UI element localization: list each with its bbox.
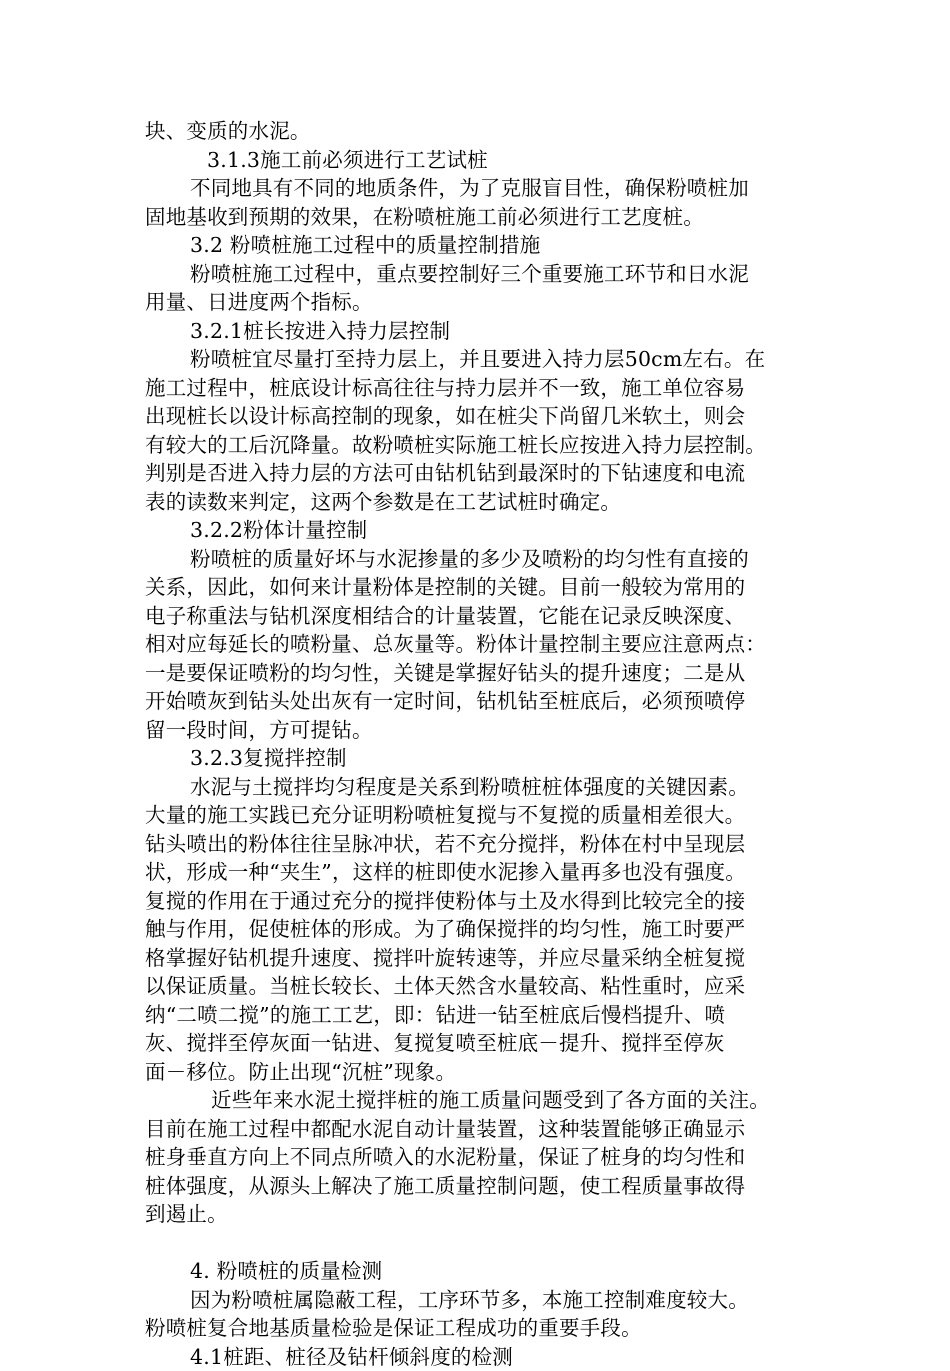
text-line: 水泥与土搅拌均匀程度是关系到粉喷桩桩体强度的关键因素。 [145,773,815,802]
text-line: 3.2 粉喷桩施工过程中的质量控制措施 [145,231,815,260]
text-line: 因为粉喷桩属隐蔽工程，工序环节多，本施工控制难度较大。 [145,1286,815,1315]
text-line [145,1229,815,1258]
text-line: 电子称重法与钻机深度相结合的计量装置，它能在记录反映深度、 [145,602,815,631]
text-line: 3.1.3施工前必须进行工艺试桩 [145,146,815,175]
text-line: 到遏止。 [145,1200,815,1229]
text-line: 有较大的工后沉降量。故粉喷桩实际施工桩长应按进入持力层控制。 [145,431,815,460]
text-line: 表的读数来判定，这两个参数是在工艺试桩时确定。 [145,488,815,517]
text-line: 粉喷桩宜尽量打至持力层上，并且要进入持力层50cm左右。在 [145,345,815,374]
text-line: 近些年来水泥土搅拌桩的施工质量问题受到了各方面的关注。 [145,1086,815,1115]
text-line: 粉喷桩的质量好坏与水泥掺量的多少及喷粉的均匀性有直接的 [145,545,815,574]
text-line: 目前在施工过程中都配水泥自动计量装置，这种装置能够正确显示 [145,1115,815,1144]
text-line: 出现桩长以设计标高控制的现象，如在桩尖下尚留几米软土，则会 [145,402,815,431]
text-line: 触与作用，促使桩体的形成。为了确保搅拌的均匀性，施工时要严 [145,915,815,944]
text-line: 粉喷桩施工过程中，重点要控制好三个重要施工环节和日水泥 [145,260,815,289]
text-line: 4. 粉喷桩的质量检测 [145,1257,815,1286]
text-line: 3.2.2粉体计量控制 [145,516,815,545]
text-line: 以保证质量。当桩长较长、土体天然含水量较高、粘性重时，应采 [145,972,815,1001]
text-line: 留一段时间，方可提钻。 [145,716,815,745]
text-line: 桩体强度，从源头上解决了施工质量控制问题，使工程质量事故得 [145,1172,815,1201]
text-line: 复搅的作用在于通过充分的搅拌使粉体与土及水得到比较完全的接 [145,887,815,916]
text-line: 格掌握好钻机提升速度、搅拌叶旋转速等，并应尽量采纳全桩复搅 [145,944,815,973]
document-body [145,117,815,1371]
text-line: 纳“二喷二搅”的施工工艺，即：钻进一钻至桩底后慢档提升、喷 [145,1001,815,1030]
text-line: 3.2.1桩长按进入持力层控制 [145,317,815,346]
text-line: 不同地具有不同的地质条件，为了克服盲目性，确保粉喷桩加 [145,174,815,203]
text-line: 相对应每延长的喷粉量、总灰量等。粉体计量控制主要应注意两点： [145,630,815,659]
text-line: 块、变质的水泥。 [145,117,815,146]
text-line: 4.1桩距、桩径及钻杆倾斜度的检测 [145,1343,815,1371]
text-line: 面－移位。防止出现“沉桩”现象。 [145,1058,815,1087]
text-line: 施工过程中，桩底设计标高往往与持力层并不一致，施工单位容易 [145,374,815,403]
text-line: 关系，因此，如何来计量粉体是控制的关键。目前一般较为常用的 [145,573,815,602]
text-line: 开始喷灰到钻头处出灰有一定时间，钻机钻至桩底后，必须预喷停 [145,687,815,716]
text-line: 大量的施工实践已充分证明粉喷桩复搅与不复搅的质量相差很大。 [145,801,815,830]
text-line: 固地基收到预期的效果，在粉喷桩施工前必须进行工艺度桩。 [145,203,815,232]
text-line: 3.2.3复搅拌控制 [145,744,815,773]
text-line: 一是要保证喷粉的均匀性，关键是掌握好钻头的提升速度；二是从 [145,659,815,688]
text-line: 桩身垂直方向上不同点所喷入的水泥粉量，保证了桩身的均匀性和 [145,1143,815,1172]
text-line: 判别是否进入持力层的方法可由钻机钻到最深时的下钻速度和电流 [145,459,815,488]
text-line: 用量、日进度两个指标。 [145,288,815,317]
text-line: 钻头喷出的粉体往往呈脉冲状，若不充分搅拌，粉体在村中呈现层 [145,830,815,859]
text-line: 状，形成一种“夹生”，这样的桩即使水泥掺入量再多也没有强度。 [145,858,815,887]
text-line: 灰、搅拌至停灰面一钻进、复搅复喷至桩底－提升、搅拌至停灰 [145,1029,815,1058]
text-line: 粉喷桩复合地基质量检验是保证工程成功的重要手段。 [145,1314,815,1343]
